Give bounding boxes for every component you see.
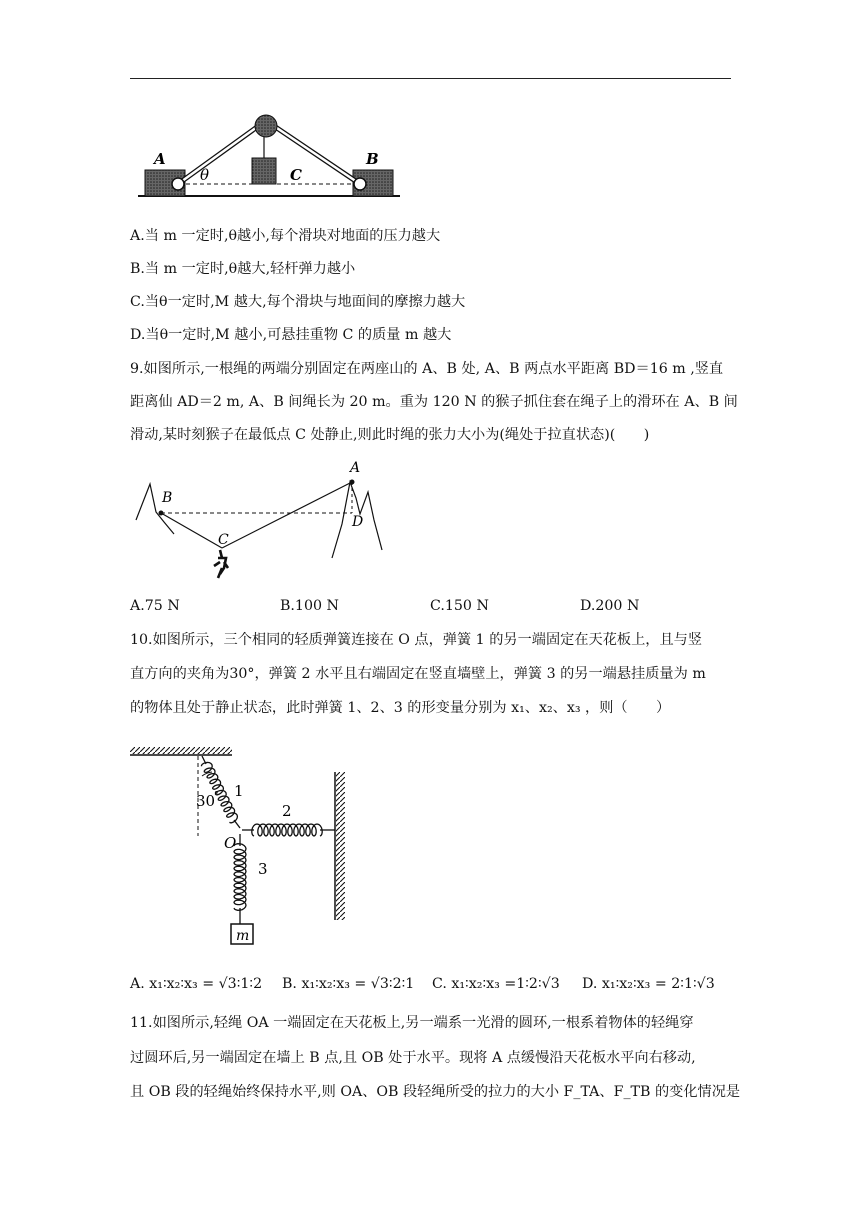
q9-line-1: 9.如图所示,一根绳的两端分别固定在两座山的 A、B 处, A、B 两点水平距离 BD＝16 m ,竖直 [130, 361, 724, 377]
label-m: m [236, 928, 250, 944]
q11-line-2: 过圆环后,另一端固定在墙上 B 点,且 OB 处于水平。现将 A 点缓慢沿天花板水平向右移动, [130, 1050, 696, 1066]
q10-line-2: 直方向的夹角为30°，弹簧 2 水平且右端固定在竖直墙壁上，弹簧 3 的另一端悬挂质量为 m [130, 666, 706, 682]
header-rule [130, 78, 731, 79]
q9-option-d: D.200 N [580, 598, 640, 614]
q10-option-d: D. x₁∶x₂∶x₃ = 2∶1∶√3 [582, 976, 715, 992]
weight-c [252, 158, 276, 184]
label-a: A [350, 460, 361, 476]
q9-option-b: B.100 N [280, 598, 339, 614]
label-b: B [366, 150, 379, 168]
q9-option-a: A.75 N [130, 598, 180, 614]
q9-line-3: 滑动,某时刻猴子在最低点 C 处静止,则此时绳的张力大小为(绳处于拉直状态)( ) [130, 427, 650, 443]
q8-option-d: D.当θ一定时,M 越小,可悬挂重物 C 的质量 m 越大 [130, 327, 452, 343]
label-a: A [154, 150, 166, 168]
q9-line-2: 距离仙 AD＝2 m, A、B 间绳长为 20 m。重为 120 N 的猴子抓住套在绳子上的滑环在 A、B 间 [130, 394, 738, 410]
label-1: 1 [234, 782, 244, 800]
label-2: 2 [282, 802, 292, 820]
ceiling [130, 747, 232, 754]
figure-q10-springs [130, 742, 352, 952]
q10-option-b: B. x₁∶x₂∶x₃ = √3∶2∶1 [282, 976, 415, 992]
svg-text:°: ° [214, 791, 219, 801]
figure-q9-mountains [134, 458, 390, 584]
label-c: C [290, 166, 302, 184]
q9-options [130, 598, 735, 614]
label-theta: θ [200, 166, 210, 184]
figure-q8-sliders [138, 112, 400, 198]
q11-line-3: 且 OB 段的轻绳始终保持水平,则 OA、OB 段轻绳所受的拉力的大小 F_TA、F_TB 的变化情况是 [130, 1084, 741, 1100]
label-d: D [352, 514, 364, 530]
q10-line-1: 10.如图所示，三个相同的轻质弹簧连接在 O 点，弹簧 1 的另一端固定在天花板上，且与竖 [130, 632, 703, 648]
wall [336, 772, 345, 920]
q10-option-a: A. x₁∶x₂∶x₃ = √3∶1∶2 [130, 976, 263, 992]
q8-option-b: B.当 m 一定时,θ越大,轻杆弹力越小 [130, 261, 356, 277]
label-b: B [162, 490, 173, 506]
q8-option-a: A.当 m 一定时,θ越小,每个滑块对地面的压力越大 [130, 228, 441, 244]
q10-option-c: C. x₁∶x₂∶x₃ =1∶2∶√3 [432, 976, 560, 992]
label-angle: 30 [196, 792, 216, 810]
label-3: 3 [258, 860, 268, 878]
q8-option-c: C.当θ一定时,M 越大,每个滑块与地面间的摩擦力越大 [130, 294, 466, 310]
pulley [255, 115, 277, 137]
label-c: C [218, 532, 229, 548]
q10-options [130, 976, 735, 992]
q9-option-c: C.150 N [430, 598, 489, 614]
monkey-icon [214, 550, 228, 578]
spring-2 [242, 824, 335, 836]
label-o: O [224, 834, 237, 852]
spring-coil [252, 824, 322, 836]
q11-line-1: 11.如图所示,轻绳 OA 一端固定在天花板上,另一端系一光滑的圆环,一根系着物体的轻绳穿 [130, 1015, 694, 1031]
spring-coil [234, 844, 246, 911]
q10-line-3: 的物体且处于静止状态，此时弹簧 1、2、3 的形变量分别为 x₁、x₂、x₃ ，则（ ） [130, 700, 671, 716]
